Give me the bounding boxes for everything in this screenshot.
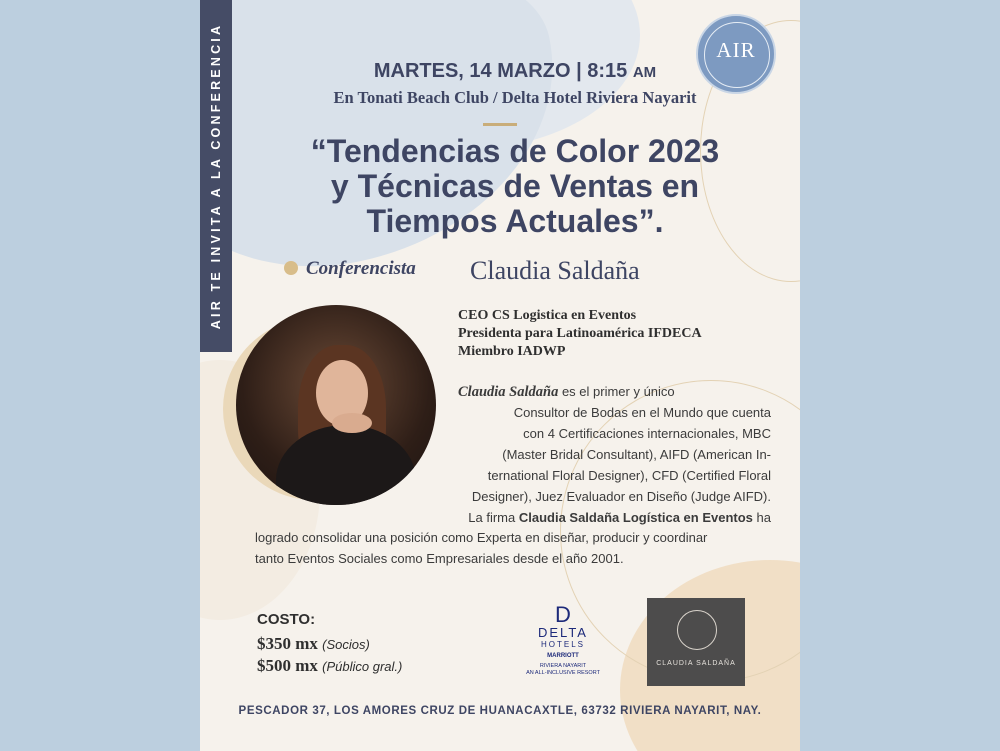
bio-line: Designer), Juez Evaluador en Diseño (Judge AIFD). (471, 489, 771, 504)
bullet-dot-icon (284, 261, 298, 275)
title-line: Tiempos Actuales”. (366, 203, 664, 239)
event-venue: En Tonati Beach Club / Delta Hotel Riviera Nayarit (333, 88, 697, 107)
claudia-saldana-logo: CLAUDIA SALDAÑA (647, 598, 745, 686)
event-address: PESCADOR 37, LOS AMORES CRUZ DE HUANACAXTLE, 63732 RIVIERA NAYARIT, NAY. (238, 705, 762, 717)
speaker-label: Conferencista (306, 258, 416, 279)
bio-line: con 4 Certificaciones internacionales, MBC (523, 426, 771, 441)
speaker-role: CEO CS Logistica en Eventos (458, 308, 637, 323)
speaker-role: Presidenta para Latinoamérica IFDECA (458, 326, 702, 341)
event-date-text: MARTES, 14 MARZO | 8:15 (373, 60, 628, 82)
delta-icon: D (555, 602, 571, 627)
side-banner (200, 0, 232, 352)
speaker-role: Miembro IADWP (458, 344, 566, 359)
cs-monogram-icon (677, 610, 717, 650)
bio-line: Consultor de Bodas en el Mundo que cuenta (513, 405, 771, 420)
bio-line: logrado consolidar una posición como Experta en diseñar, producir y coordinar (255, 530, 708, 545)
badge-text: AIR (716, 38, 756, 62)
bio-line: (Master Bridal Consultant), AIFD (American In- (502, 447, 771, 462)
title-line: “Tendencias de Color 2023 (310, 133, 720, 169)
delta-hotels-logo: D DELTA HOTELS MARRIOTT RIVIERA NAYARIT AN ALL-INCLUSIVE RESORT (518, 604, 608, 677)
bio-line: tanto Eventos Sociales como Empresariales desde el año 2001. (255, 551, 624, 566)
event-ampm: AM (632, 64, 657, 81)
cost-label: COSTO: (257, 611, 316, 628)
bio-lead-name: Claudia Saldaña (458, 384, 559, 400)
bio-line: La firma Claudia Saldaña Logística en Eventos ha (468, 510, 771, 525)
bio-line: Claudia Saldaña es el primer y único (458, 384, 675, 400)
divider (483, 123, 517, 126)
firm-name: Claudia Saldaña Logística en Eventos (518, 510, 753, 525)
event-date (260, 60, 770, 83)
speaker-name: Claudia Saldaña (470, 256, 640, 285)
conference-title (260, 134, 770, 239)
bio-line: ternational Floral Designer), CFD (Certified Floral (487, 468, 771, 483)
price-members: $350 mx (Socios) (257, 634, 370, 653)
event-flyer (200, 0, 800, 751)
speaker-photo (236, 305, 436, 505)
price-public: $500 mx (Público gral.) (257, 656, 403, 675)
side-banner-text: AIR TE INVITA A LA CONFERENCIA (209, 22, 223, 330)
title-line: y Técnicas de Ventas en (330, 168, 700, 204)
